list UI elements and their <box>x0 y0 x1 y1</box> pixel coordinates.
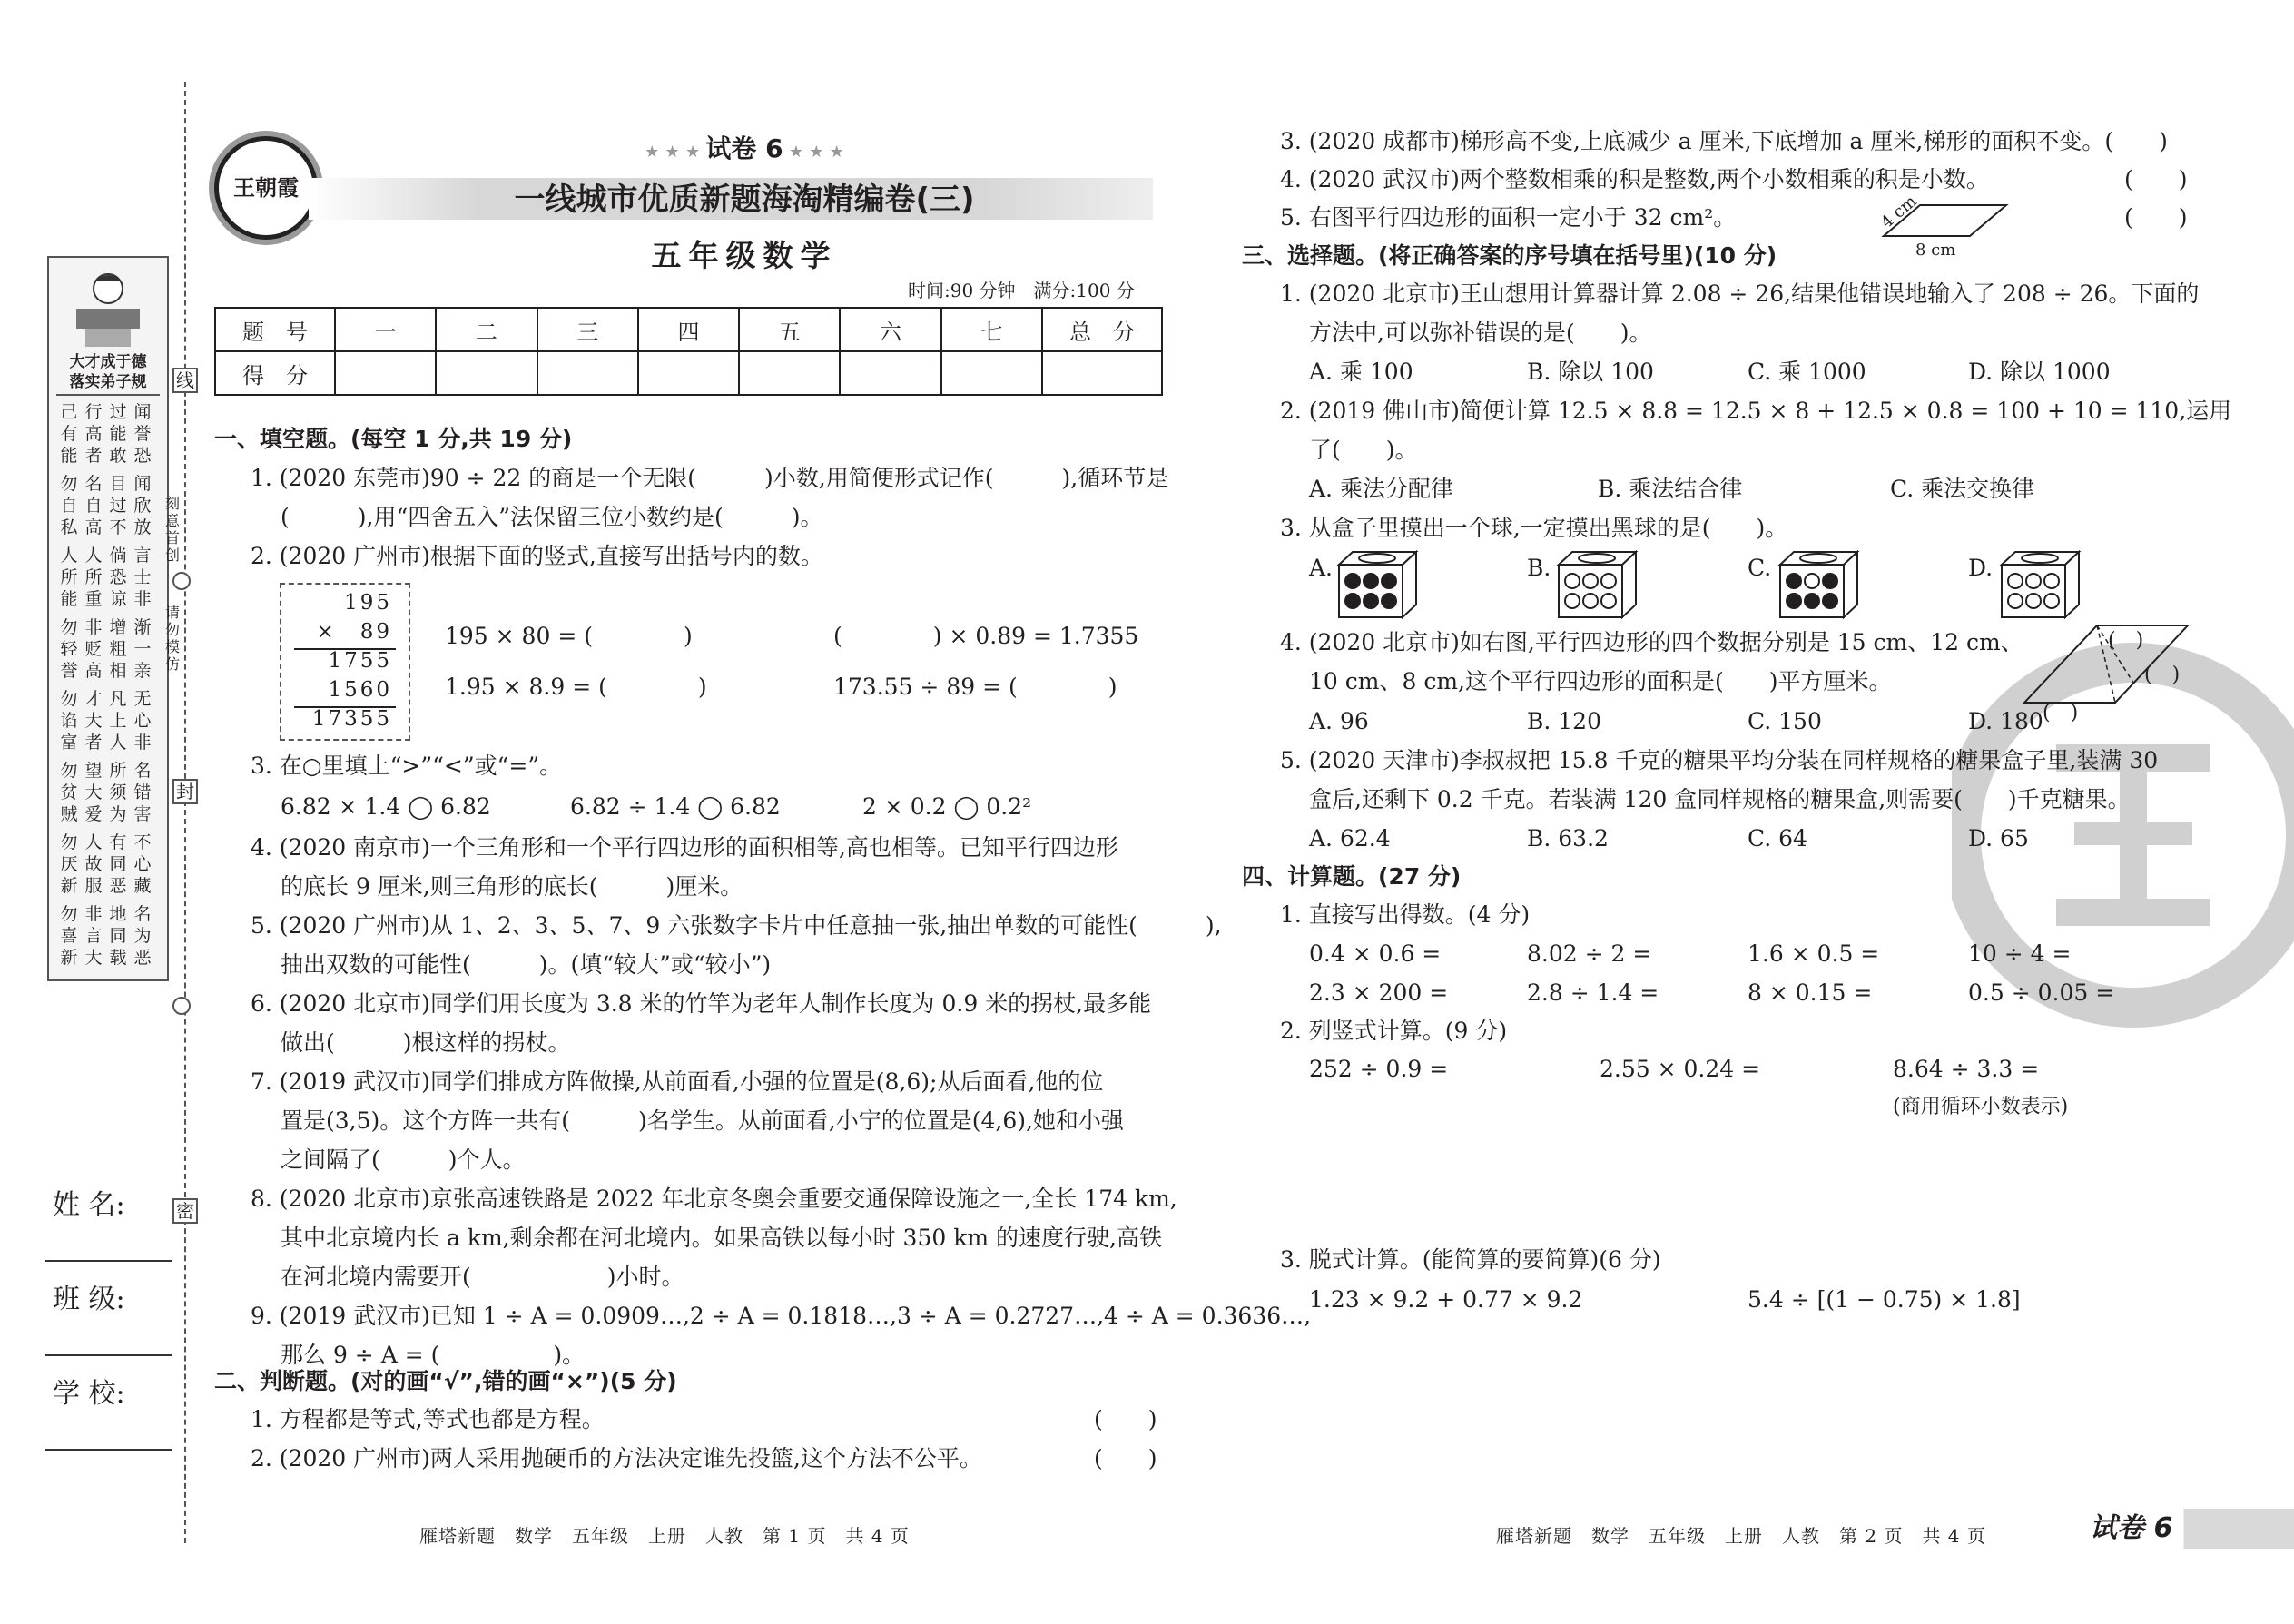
motto-line: 落实弟子规 <box>69 373 147 391</box>
school-field[interactable] <box>45 1449 172 1451</box>
answer-paren[interactable]: ( ) <box>1094 1406 1157 1432</box>
fold-line <box>184 82 186 1543</box>
calc-line: 17355 <box>311 707 392 731</box>
name-field[interactable] <box>45 1260 172 1262</box>
calc-item: 10 ÷ 4 = <box>1968 940 2072 967</box>
proverb-column: 无心非 <box>133 689 152 753</box>
question-4-cont: 的底长 9 厘米,则三角形的底长( )厘米。 <box>281 873 743 900</box>
proverb-column: 名自高 <box>84 474 103 537</box>
black-ball <box>1345 574 1360 588</box>
proverb-column: 勿自私 <box>60 474 78 537</box>
option: C. 150 <box>1748 708 1822 734</box>
figure-paren: ( ) <box>2144 664 2181 686</box>
option: B. 乘法结合律 <box>1598 476 1743 502</box>
calc-item: 252 ÷ 0.9 = <box>1309 1056 1449 1082</box>
judge-3: 3. (2020 成都市)梯形高不变,上底减少 a 厘米,下底增加 a 厘米,梯形的面积不变。( ) <box>1280 128 2168 154</box>
proverb-column: 渐一亲 <box>133 617 152 681</box>
option-label: A. <box>1309 555 1334 581</box>
q3-item: 2 × 0.2 ◯ 0.2² <box>862 793 1032 820</box>
white-ball <box>1565 574 1580 588</box>
question-7-cont: 之间隔了( )个人。 <box>281 1147 526 1173</box>
score-header-cell: 七 <box>941 308 1042 351</box>
judge-5: 5. 右图平行四边形的面积一定小于 32 cm²。 <box>1280 204 1737 231</box>
proverb-column: 勿厌新 <box>60 832 78 896</box>
proverb-column: 目过不 <box>109 474 127 537</box>
score-row-label: 得 分 <box>215 351 335 395</box>
figure-paren: ( ) <box>2108 629 2144 652</box>
question-1: 1. (2020 东莞市)90 ÷ 22 的商是一个无限( )小数,用简便形式记作( ),循环节是 <box>251 465 1169 491</box>
proverb-column: 增粗相 <box>109 617 127 681</box>
option: A. 乘 100 <box>1309 359 1413 385</box>
black-ball <box>1787 594 1801 608</box>
proverb-column: 言士非 <box>133 546 152 609</box>
student-illustration <box>67 265 149 351</box>
proverb-column: 过能敢 <box>109 402 127 466</box>
section-2-title: 二、判断题。(对的画“√”,错的画“×”)(5 分) <box>214 1368 677 1394</box>
calc-2: 2. 列竖式计算。(9 分) <box>1280 1018 1508 1044</box>
option: D. 65 <box>1968 825 2029 851</box>
ball-box-icon <box>1776 548 1862 621</box>
white-ball <box>2044 594 2059 608</box>
score-header-cell: 总 分 <box>1042 308 1162 351</box>
calc-line: × 89 <box>316 620 392 644</box>
choice-2: 2. (2019 佛山市)简便计算 12.5 × 8.8 = 12.5 × 8 + 12.5 × 0.8 = 100 + 10 = 110,运用 <box>1280 398 2232 424</box>
score-cell[interactable] <box>840 351 940 395</box>
white-ball <box>2008 574 2023 588</box>
calc-item: 5.4 ÷ [(1 − 0.75) × 1.8] <box>1748 1286 2021 1313</box>
paper-tag: ★ ★ ★ 试卷 6 ★ ★ ★ <box>645 133 844 163</box>
choice-1-cont: 方法中,可以弥补错误的是( )。 <box>1309 320 1652 346</box>
section-4-title: 四、计算题。(27 分) <box>1242 863 1462 890</box>
white-ball <box>2026 594 2041 608</box>
score-cell[interactable] <box>638 351 739 395</box>
black-ball <box>1823 574 1837 588</box>
proverb-column: 非贬高 <box>84 617 103 681</box>
vertical-note: 请勿模仿 <box>164 604 180 673</box>
q3-item: 6.82 × 1.4 ◯ 6.82 <box>281 793 491 820</box>
section-1-title: 一、填空题。(每空 1 分,共 19 分) <box>214 426 573 452</box>
proverb-column: 勿喜新 <box>60 904 78 968</box>
score-header-cell: 四 <box>638 308 739 351</box>
proverb-column: 人所能 <box>60 546 78 609</box>
choice-2-cont: 了( )。 <box>1309 437 1418 463</box>
question-2: 2. (2020 广州市)根据下面的竖式,直接写出括号内的数。 <box>251 543 823 569</box>
proverb-column: 闻誉恐 <box>133 402 152 466</box>
calc-line: 1560 <box>328 678 392 702</box>
option: C. 64 <box>1748 825 1807 851</box>
figure-paren: ( ) <box>2043 702 2079 724</box>
black-ball <box>1382 574 1396 588</box>
question-7-cont: 置是(3,5)。这个方阵一共有( )名学生。从前面看,小宁的位置是(4,6),她和小强 <box>281 1107 1124 1134</box>
white-ball <box>1601 594 1616 608</box>
calc-item: 0.4 × 0.6 = <box>1309 940 1442 967</box>
choice-3: 3. 从盒子里摸出一个球,一定摸出黑球的是( )。 <box>1280 515 1788 541</box>
judge-2: 2. (2020 广州市)两人采用抛硬币的方法决定谁先投篮,这个方法不公平。 <box>251 1445 982 1471</box>
answer-paren[interactable]: ( ) <box>2124 166 2188 192</box>
proverb-column: 闻欣放 <box>133 474 152 537</box>
proverb-column: 勿贫贼 <box>60 761 78 824</box>
white-ball <box>2026 574 2041 588</box>
page-title: 一线城市优质新题海淘精编卷(三) <box>514 182 975 218</box>
subject-title: 五年级数学 <box>651 238 838 273</box>
choice-4: 4. (2020 北京市)如右图,平行四边形的四个数据分别是 15 cm、12 cm、 <box>1280 629 2023 655</box>
figure-label: 4 cm <box>1877 192 1921 232</box>
binding-hole <box>172 572 191 590</box>
calc-item: 1.23 × 9.2 + 0.77 × 9.2 <box>1309 1286 1583 1313</box>
question-9: 9. (2019 武汉市)已知 1 ÷ A = 0.0909…,2 ÷ A = 0.1818…,3 ÷ A = 0.2727…,4 ÷ A = 0.3636…, <box>251 1303 1312 1329</box>
choice-4-cont: 10 cm、8 cm,这个平行四边形的面积是( )平方厘米。 <box>1309 668 1892 694</box>
score-cell[interactable] <box>1042 351 1162 395</box>
proverb-grid <box>58 401 160 973</box>
corner-tag: 试卷 6 <box>2090 1512 2173 1544</box>
q2-item: 173.55 ÷ 89 = ( ) <box>833 674 1117 700</box>
section-3-title: 三、选择题。(将正确答案的序号填在括号里)(10 分) <box>1242 242 1777 269</box>
score-header-cell: 二 <box>436 308 537 351</box>
fold-label: 密 <box>172 1198 198 1224</box>
calc-item: 8.02 ÷ 2 = <box>1527 940 1652 967</box>
option: B. 63.2 <box>1527 825 1609 851</box>
proverb-column: 非言大 <box>84 904 103 968</box>
question-6-cont: 做出( )根这样的拐杖。 <box>281 1029 571 1056</box>
ball-box-icon <box>1997 548 2083 621</box>
ball-box-icon <box>1334 548 1421 621</box>
proverb-column: 名为恶 <box>133 904 152 968</box>
vertical-note: 刻意首创 <box>164 495 180 564</box>
question-5-cont: 抽出双数的可能性( )。(填“较大”或“较小”) <box>281 951 772 978</box>
white-ball <box>1805 574 1819 588</box>
school-label: 学 校: <box>53 1378 125 1410</box>
answer-paren[interactable]: ( ) <box>2124 204 2188 231</box>
option-label: B. <box>1527 555 1551 581</box>
proverb-column: 人所重 <box>84 546 103 609</box>
question-4: 4. (2020 南京市)一个三角形和一个平行四边形的面积相等,高也相等。已知平行四边形 <box>251 834 1118 861</box>
score-header-cell: 一 <box>335 308 436 351</box>
question-7: 7. (2019 武汉市)同学们排成方阵做操,从前面看,小强的位置是(8,6);从后面看,他的位 <box>251 1068 1104 1095</box>
score-cell[interactable] <box>436 351 537 395</box>
option: C. 乘 1000 <box>1748 359 1866 385</box>
calc-item: 2.55 × 0.24 = <box>1600 1056 1761 1082</box>
black-ball <box>1787 574 1801 588</box>
proverb-column: 行高者 <box>84 402 103 466</box>
proverb-column: 己有能 <box>60 402 78 466</box>
proverb-column: 不心藏 <box>133 832 152 896</box>
black-ball <box>1364 574 1378 588</box>
class-field[interactable] <box>45 1354 172 1356</box>
calc-item: 1.6 × 0.5 = <box>1748 940 1880 967</box>
time-info: 时间:90 分钟 满分:100 分 <box>908 280 1135 301</box>
calc-item: 0.5 ÷ 0.05 = <box>1968 979 2115 1006</box>
black-ball <box>1805 594 1819 608</box>
motto-line: 大才成于德 <box>69 353 147 371</box>
choice-1: 1. (2020 北京市)王山想用计算器计算 2.08 ÷ 26,结果他错误地输入了 208 ÷ 26。下面的 <box>1280 281 2200 307</box>
question-5: 5. (2020 广州市)从 1、2、3、5、7、9 六张数字卡片中任意抽一张,抽出单数的可能性( ), <box>251 912 1222 939</box>
white-ball <box>2044 574 2059 588</box>
calc-item: 8 × 0.15 = <box>1748 979 1873 1006</box>
score-table <box>214 307 1163 396</box>
option: A. 乘法分配律 <box>1309 476 1453 502</box>
calc-1: 1. 直接写出得数。(4 分) <box>1280 901 1531 928</box>
proverb-column: 有同恶 <box>109 832 127 896</box>
calc-note: (商用循环小数表示) <box>1893 1096 2069 1118</box>
calc-3: 3. 脱式计算。(能简算的要简算)(6 分) <box>1280 1246 1661 1273</box>
judge-4: 4. (2020 武汉市)两个整数相乘的积是整数,两个小数相乘的积是小数。 <box>1280 166 1989 192</box>
sidebar-motto-panel <box>47 256 169 981</box>
proverb-column: 人故服 <box>84 832 103 896</box>
proverb-column: 名错害 <box>133 761 152 824</box>
question-9-cont: 那么 9 ÷ A = ( )。 <box>281 1342 586 1368</box>
white-ball <box>1565 594 1580 608</box>
score-header-cell: 六 <box>840 308 940 351</box>
option: C. 乘法交换律 <box>1890 476 2035 502</box>
option: A. 96 <box>1309 708 1369 734</box>
calc-line: 195 <box>344 591 392 615</box>
black-ball <box>1345 594 1360 608</box>
proverb-column: 勿轻誉 <box>60 617 78 681</box>
score-cell[interactable] <box>739 351 840 395</box>
option: A. 62.4 <box>1309 825 1391 851</box>
footer-left: 雁塔新题 数学 五年级 上册 人教 第 1 页 共 4 页 <box>419 1525 910 1547</box>
proverb-column: 凡上人 <box>109 689 127 753</box>
score-header-cell: 五 <box>739 308 840 351</box>
fold-label: 线 <box>172 368 198 393</box>
score-cell[interactable] <box>537 351 638 395</box>
black-ball <box>1364 594 1378 608</box>
name-label: 姓 名: <box>53 1189 125 1221</box>
figure-label: 8 cm <box>1915 241 1956 260</box>
score-cell[interactable] <box>941 351 1042 395</box>
binding-hole <box>172 997 191 1015</box>
score-header-cell: 三 <box>537 308 638 351</box>
white-ball <box>2008 594 2023 608</box>
q2-item: ( ) × 0.89 = 1.7355 <box>833 623 1139 649</box>
class-label: 班 级: <box>53 1284 125 1315</box>
question-8-cont: 其中北京境内长 a km,剩余都在河北境内。如果高铁以每小时 350 km 的速度行驶,高铁 <box>281 1225 1162 1251</box>
question-3: 3. 在○里填上“>”“<”或“=”。 <box>251 753 563 779</box>
option: B. 除以 100 <box>1527 359 1654 385</box>
question-6: 6. (2020 北京市)同学们用长度为 3.8 米的竹竿为老年人制作长度为 0.9 米的拐杖,最多能 <box>251 990 1152 1017</box>
score-cell[interactable] <box>335 351 436 395</box>
option-label: D. <box>1968 555 1994 581</box>
judge-1: 1. 方程都是等式,等式也都是方程。 <box>251 1406 605 1432</box>
white-ball <box>1583 594 1598 608</box>
fold-label: 封 <box>172 779 198 804</box>
question-1-cont: ( ),用“四舍五入”法保留三位小数约是( )。 <box>281 504 823 530</box>
logo-text: 王朝霞 <box>233 174 299 201</box>
option: D. 180 <box>1968 708 2043 734</box>
answer-paren[interactable]: ( ) <box>1094 1445 1157 1471</box>
calc-line: 1755 <box>328 649 392 673</box>
ball-box-icon <box>1554 548 1640 621</box>
calc-item: 2.8 ÷ 1.4 = <box>1527 979 1659 1006</box>
q2-item: 1.95 × 8.9 = ( ) <box>445 674 707 700</box>
black-ball <box>1382 594 1396 608</box>
proverb-column: 才大者 <box>84 689 103 753</box>
score-header-cell: 题 号 <box>215 308 335 351</box>
choice-5-cont: 盒后,还剩下 0.2 千克。若装满 120 盒同样规格的糖果盒,则需要( )千克糖果。 <box>1309 786 2131 812</box>
proverb-column: 倘恐谅 <box>109 546 127 609</box>
vertical-calculation <box>280 583 410 741</box>
footer-right: 雁塔新题 数学 五年级 上册 人教 第 2 页 共 4 页 <box>1496 1525 1986 1547</box>
q2-item: 195 × 80 = ( ) <box>445 623 693 649</box>
question-8: 8. (2020 北京市)京张高速铁路是 2022 年北京冬奥会重要交通保障设施之一,全长 174 km, <box>251 1186 1177 1212</box>
proverb-column: 勿谄富 <box>60 689 78 753</box>
option-label: C. <box>1748 555 1772 581</box>
q3-item: 6.82 ÷ 1.4 ◯ 6.82 <box>570 793 781 820</box>
black-ball <box>1823 594 1837 608</box>
proverb-column: 地同载 <box>109 904 127 968</box>
white-ball <box>1583 574 1598 588</box>
proverb-column: 所须为 <box>109 761 127 824</box>
option: B. 120 <box>1527 708 1601 734</box>
question-8-cont: 在河北境内需要开( )小时。 <box>281 1264 684 1290</box>
calc-item: 2.3 × 200 = <box>1309 979 1449 1006</box>
choice-5: 5. (2020 天津市)李叔叔把 15.8 千克的糖果平均分装在同样规格的糖果盒子里,装满 30 <box>1280 747 2159 773</box>
proverb-column: 望大爱 <box>84 761 103 824</box>
white-ball <box>1601 574 1616 588</box>
option: D. 除以 1000 <box>1968 359 2111 385</box>
calc-item: 8.64 ÷ 3.3 = <box>1893 1056 2040 1082</box>
